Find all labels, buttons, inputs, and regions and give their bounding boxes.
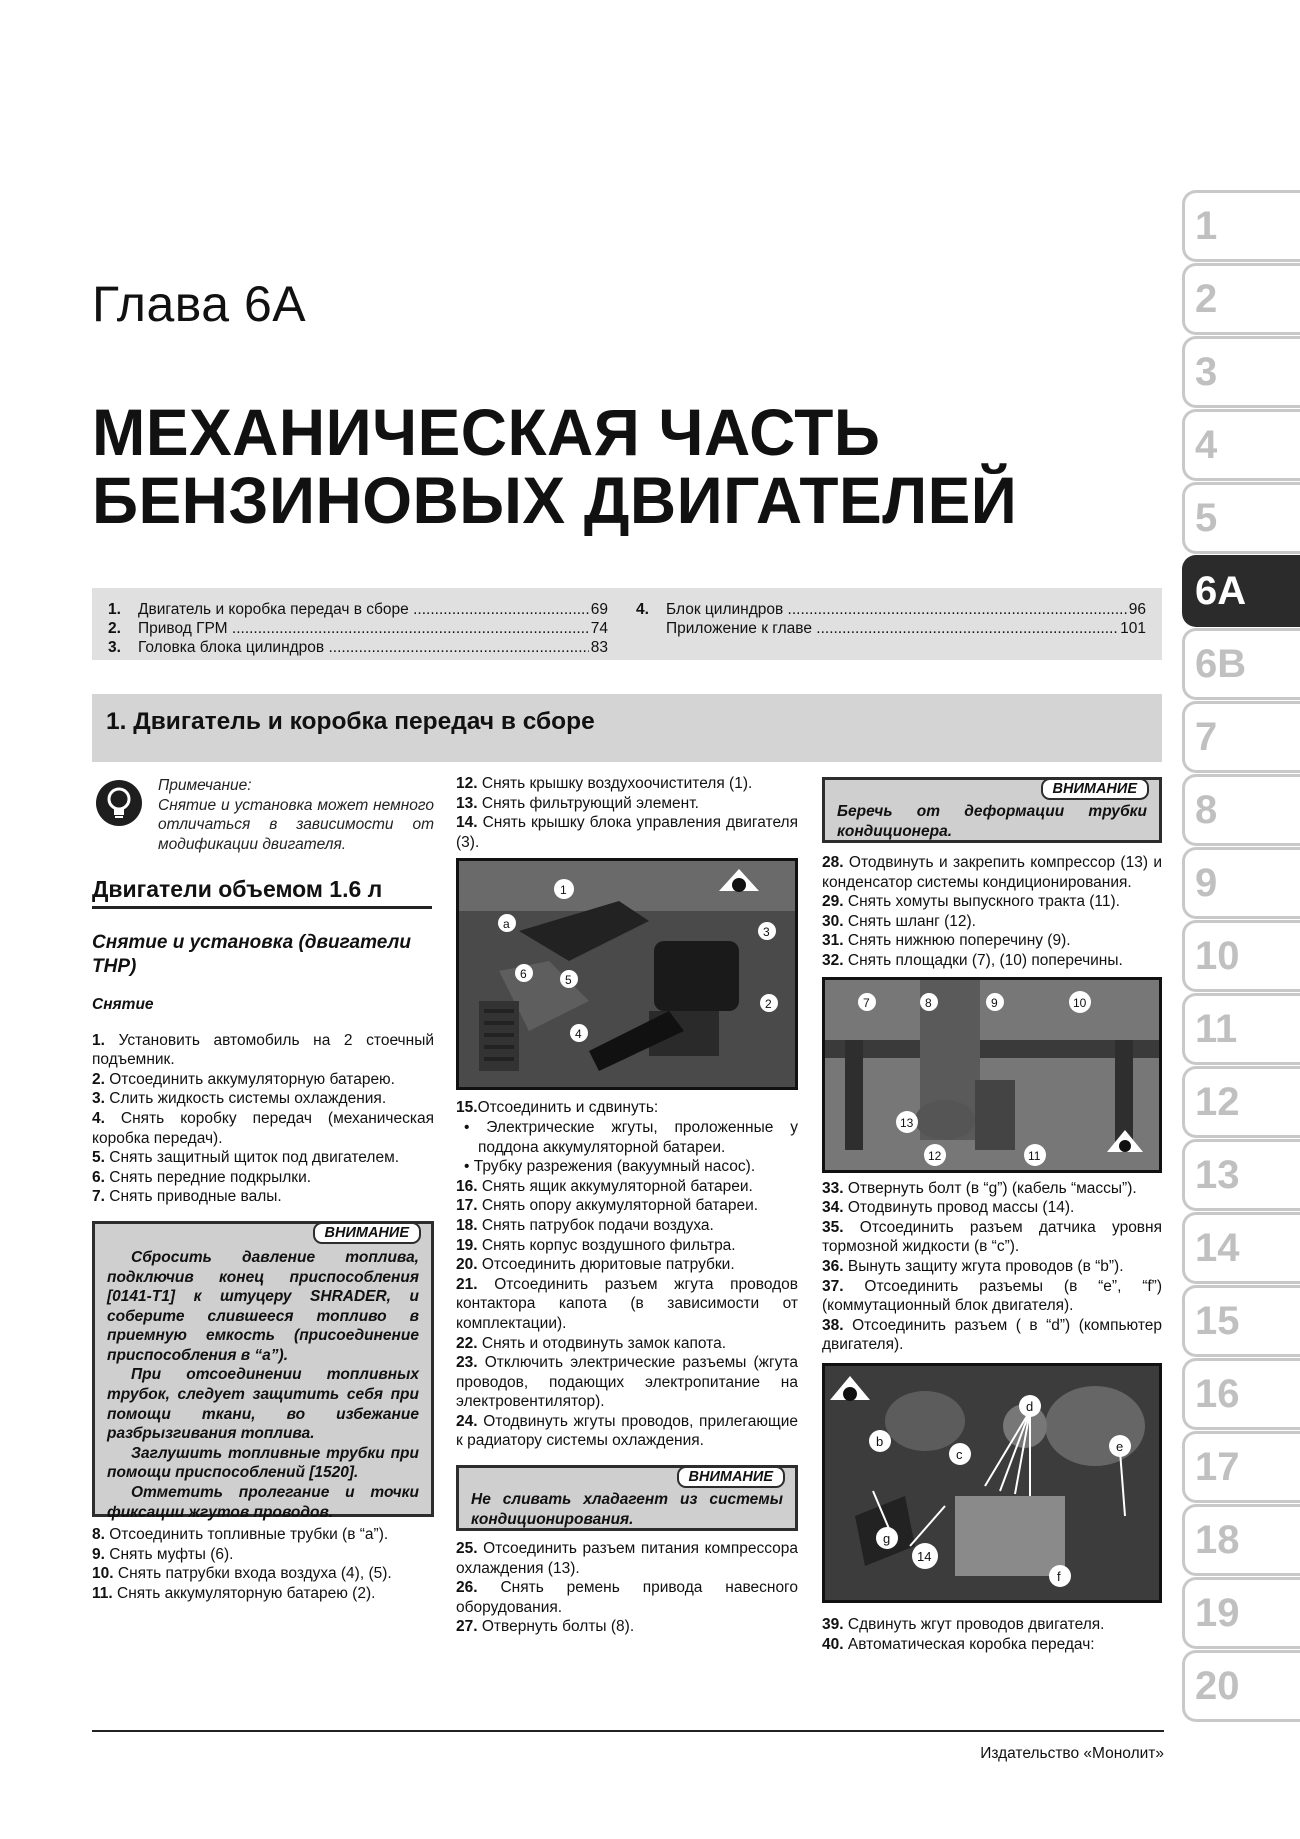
column-3 bbox=[822, 777, 1162, 1654]
list-item bbox=[456, 774, 798, 794]
list-item-text: Снять и отодвинуть замок капота. bbox=[481, 1334, 727, 1352]
toc-page: 101 bbox=[1120, 620, 1146, 637]
list-item-number: 38. bbox=[822, 1316, 844, 1334]
list-item-text: Вынуть защиту жгута проводов (в “b”). bbox=[847, 1257, 1124, 1275]
warning-text: Беречь от деформации трубки кондиционера. bbox=[837, 803, 1147, 840]
list-item bbox=[456, 1196, 798, 1216]
list-item bbox=[822, 1218, 1162, 1257]
toc-num bbox=[636, 620, 666, 640]
page-title bbox=[92, 395, 1018, 537]
list-item-number: 12. bbox=[456, 775, 478, 792]
toc-row[interactable] bbox=[636, 620, 1146, 640]
warning-text: Сбросить давление топлива, подключив конец приспособления [0141-T1] к штуцеру SHRADER, и соберите слившееся топливо в приемную емкость (присоединение приспособления в “a”). bbox=[107, 1248, 419, 1364]
list-item bbox=[456, 1275, 798, 1334]
list-item bbox=[822, 1198, 1162, 1218]
list-item-text: Отодвинуть жгуты проводов, прилегающие к радиатору системы охлаждения. bbox=[456, 1412, 798, 1450]
warning-text: Не сливать хладагент из системы кондиционирования. bbox=[471, 1491, 783, 1528]
list-item-number: 23. bbox=[456, 1354, 478, 1372]
table-of-contents bbox=[92, 588, 1162, 660]
section-heading: 1. Двигатель и коробка передач в сборе bbox=[92, 694, 1162, 762]
list-item-text: Отвернуть болты (8). bbox=[481, 1618, 635, 1636]
list-item bbox=[822, 1277, 1162, 1316]
chapter-tab-11[interactable]: 11 bbox=[1182, 993, 1300, 1065]
list-item-number: 16. bbox=[456, 1177, 478, 1195]
list-item-text: Отсоединить разъем ( в “d”) (компьютер двигателя). bbox=[822, 1316, 1163, 1354]
chapter-tab-16[interactable]: 16 bbox=[1182, 1358, 1300, 1430]
toc-page: 96 bbox=[1128, 601, 1146, 618]
column-2 bbox=[456, 774, 798, 1637]
list-item bbox=[92, 1545, 434, 1565]
list-item bbox=[456, 1353, 798, 1412]
chapter-tab-10[interactable]: 10 bbox=[1182, 920, 1300, 992]
toc-num: 1. bbox=[108, 601, 121, 618]
photo-label: 4 bbox=[575, 1027, 582, 1042]
list-item-text: Снять опору аккумуляторной батареи. bbox=[481, 1197, 759, 1215]
photo-label: 5 bbox=[565, 973, 572, 988]
list-item bbox=[456, 794, 798, 814]
list-item-text: Снять ремень привода навесного оборудования. bbox=[456, 1579, 798, 1616]
photo-label: 10 bbox=[1073, 995, 1087, 1010]
list-item-number: 8. bbox=[92, 1525, 105, 1543]
list-item-number: 17. bbox=[456, 1197, 478, 1215]
column-1 bbox=[92, 776, 434, 1603]
list-item-text: Отключить электрические разъемы (жгута проводов, подающих электропитание на электровентилятор). bbox=[456, 1354, 798, 1411]
list-item-text: Отсоединить разъем питания компрессора охлаждения (13). bbox=[456, 1540, 798, 1577]
list-item bbox=[92, 1525, 434, 1545]
list-item-number: 36. bbox=[822, 1257, 844, 1275]
chapter-tab-6b[interactable]: 6B bbox=[1182, 628, 1300, 700]
chapter-label: Глава 6А bbox=[92, 276, 307, 332]
list-item bbox=[456, 1216, 798, 1236]
list-item-text: Снять площадки (7), (10) поперечины. bbox=[847, 951, 1123, 969]
list-item-number: 13. bbox=[456, 794, 478, 812]
list-item bbox=[822, 912, 1162, 932]
subhead-removal: Снятие и установка (двигатели THP) bbox=[92, 931, 411, 977]
photo-label: 8 bbox=[925, 995, 932, 1010]
list-item-text: Отодвинуть провод массы (14). bbox=[847, 1199, 1075, 1217]
list-item-number: 18. bbox=[456, 1216, 478, 1234]
list-item bbox=[456, 1255, 798, 1275]
list-item-text: Автоматическая коробка передач: bbox=[847, 1635, 1095, 1653]
toc-page: 83 bbox=[590, 639, 608, 656]
chapter-tab-2[interactable]: 2 bbox=[1182, 263, 1300, 335]
chapter-tab-19[interactable]: 19 bbox=[1182, 1577, 1300, 1649]
list-item-text: Отсоединить разъем датчика уровня тормозной жидкости (в “c”). bbox=[822, 1218, 1162, 1256]
list-item bbox=[456, 1578, 798, 1617]
list-item-number: 3. bbox=[92, 1090, 105, 1108]
list-item-number: 28. bbox=[822, 854, 844, 871]
list-item-text: Установить автомобиль на 2 стоечный подъемник. bbox=[92, 1031, 434, 1069]
bullet-item: • Электрические жгуты, проложенные у поддона аккумуляторной батареи. bbox=[464, 1118, 798, 1156]
list-item-number: 5. bbox=[92, 1149, 105, 1167]
photo-label: 1 bbox=[560, 883, 567, 898]
subhead-engine: Двигатели объемом 1.6 л bbox=[92, 880, 432, 909]
warning-text: Отметить пролегание и точки фиксации жгутов проводов. bbox=[107, 1484, 419, 1521]
toc-page: 69 bbox=[590, 601, 608, 618]
list-item bbox=[92, 1089, 434, 1109]
list-item bbox=[456, 1177, 798, 1197]
photo-label: 2 bbox=[765, 997, 772, 1012]
photo-label: 12 bbox=[928, 1148, 942, 1163]
list-item-text: Снять нижнюю поперечину (9). bbox=[847, 932, 1071, 950]
note-text: Снятие и установка может немного отличаться в зависимости от модификации двигателя. bbox=[158, 796, 434, 853]
list-item bbox=[456, 1334, 798, 1354]
chapter-tabs bbox=[1182, 190, 1300, 1723]
subhead-snyatie: Снятие bbox=[92, 995, 154, 1013]
list-item-number: 14. bbox=[456, 814, 478, 832]
list-item-number: 24. bbox=[456, 1412, 478, 1430]
list-item: 15.Отсоединить и сдвинуть: bbox=[456, 1099, 659, 1117]
list-item-number: 4. bbox=[92, 1109, 105, 1127]
toc-row[interactable] bbox=[108, 601, 608, 621]
list-item-number: 26. bbox=[456, 1579, 478, 1597]
list-item bbox=[822, 931, 1162, 951]
toc-text: Привод ГРМ ..... bbox=[138, 620, 589, 640]
photo-label: 9 bbox=[991, 995, 998, 1010]
warning-tag: ВНИМАНИЕ bbox=[677, 1466, 786, 1488]
footer-rule bbox=[92, 1730, 1164, 1732]
list-item-text: Снять корпус воздушного фильтра. bbox=[481, 1236, 736, 1254]
photo-label: b bbox=[876, 1433, 884, 1449]
note-block bbox=[92, 776, 434, 854]
list-item-number: 10. bbox=[92, 1565, 114, 1583]
list-item-text: Снять муфты (6). bbox=[109, 1545, 234, 1563]
list-item-number: 39. bbox=[822, 1615, 844, 1633]
publisher-footer: Издательство «Монолит» bbox=[980, 1745, 1164, 1762]
list-item-text: Отсоединить аккумуляторную батарею. bbox=[109, 1070, 395, 1088]
photo-label: 13 bbox=[900, 1115, 914, 1130]
toc-num: 4. bbox=[636, 601, 649, 618]
list-item bbox=[456, 1617, 798, 1637]
warning-text: При отсоединении топливных трубок, следует защитить себя при помощи ткани, во избежание разбрызгивания топлива. bbox=[107, 1366, 419, 1443]
list-item-number: 27. bbox=[456, 1618, 478, 1636]
photo-label: e bbox=[1116, 1438, 1124, 1454]
list-item-text: Снять коробку передач (механическая коробка передач). bbox=[92, 1109, 434, 1147]
list-item-number: 2. bbox=[92, 1070, 105, 1088]
chapter-tab-4[interactable]: 4 bbox=[1182, 409, 1300, 481]
list-item-number: 21. bbox=[456, 1275, 478, 1293]
title-line-2: БЕНЗИНОВЫХ ДВИГАТЕЛЕЙ bbox=[92, 463, 1018, 537]
toc-num: 2. bbox=[108, 620, 121, 637]
list-item bbox=[822, 1179, 1162, 1199]
list-item-number: 37. bbox=[822, 1277, 844, 1295]
chapter-tab-9[interactable]: 9 bbox=[1182, 847, 1300, 919]
photo-label: 3 bbox=[763, 925, 770, 940]
warning-box bbox=[92, 1221, 434, 1521]
list-item-number: 31. bbox=[822, 932, 844, 950]
list-item bbox=[92, 1070, 434, 1090]
list-item bbox=[456, 1539, 798, 1578]
list-item-number: 30. bbox=[822, 912, 844, 930]
chapter-tab-1[interactable]: 1 bbox=[1182, 190, 1300, 262]
list-item-number: 34. bbox=[822, 1199, 844, 1217]
toc-text: Головка блока цилиндров ..... bbox=[138, 639, 589, 659]
list-item-text: Слить жидкость системы охлаждения. bbox=[109, 1090, 387, 1108]
list-item-number: 19. bbox=[456, 1236, 478, 1254]
list-item-text: Снять хомуты выпускного тракта (11). bbox=[847, 893, 1120, 911]
chapter-tab-3[interactable]: 3 bbox=[1182, 336, 1300, 408]
list-item bbox=[92, 1168, 434, 1188]
list-item-text: Снять аккумуляторную батарею (2). bbox=[117, 1584, 376, 1602]
list-item-text: Отвернуть болт (в “g”) (кабель “массы”). bbox=[847, 1179, 1137, 1197]
list-item-text: Снять шланг (12). bbox=[847, 912, 976, 930]
chapter-tab-20[interactable]: 20 bbox=[1182, 1650, 1300, 1722]
photo-label: g bbox=[883, 1530, 891, 1546]
list-item-text: Снять крышку блока управления двигателя (3). bbox=[456, 814, 798, 851]
photo-label: 6 bbox=[520, 967, 527, 982]
list-item-number: 11. bbox=[92, 1584, 113, 1602]
note-label: Примечание: bbox=[158, 777, 252, 794]
list-item-number: 25. bbox=[456, 1540, 478, 1558]
list-item bbox=[456, 813, 798, 852]
list-item-text: Снять защитный щиток под двигателем. bbox=[109, 1149, 400, 1167]
list-item bbox=[92, 1584, 434, 1604]
list-item bbox=[92, 1031, 434, 1070]
chapter-tab-13[interactable]: 13 bbox=[1182, 1139, 1300, 1211]
list-item-number: 7. bbox=[92, 1188, 105, 1206]
chapter-tab-7[interactable]: 7 bbox=[1182, 701, 1300, 773]
list-item bbox=[92, 1187, 434, 1207]
chapter-tab-17[interactable]: 17 bbox=[1182, 1431, 1300, 1503]
chapter-tab-5[interactable]: 5 bbox=[1182, 482, 1300, 554]
list-item-number: 20. bbox=[456, 1256, 478, 1274]
list-item-number: 29. bbox=[822, 893, 844, 911]
list-item-number: 9. bbox=[92, 1545, 105, 1563]
photo-label: c bbox=[956, 1446, 963, 1462]
toc-page: 74 bbox=[590, 620, 608, 637]
list-item-text: Отсоединить разъем жгута проводов контактора капота (в зависимости от комплектации). bbox=[456, 1275, 798, 1332]
list-item-number: 22. bbox=[456, 1334, 478, 1352]
title-line-1: МЕХАНИЧЕСКАЯ ЧАСТЬ bbox=[92, 395, 881, 469]
list-item bbox=[456, 1236, 798, 1256]
photo-label: a bbox=[503, 917, 510, 932]
list-item bbox=[822, 1257, 1162, 1277]
list-item-text: Отодвинуть и закрепить компрессор (13) и конденсатор системы кондиционирования. bbox=[822, 854, 1162, 891]
list-item-number: 32. bbox=[822, 951, 844, 969]
list-item bbox=[92, 1564, 434, 1584]
photo-label: d bbox=[1026, 1398, 1034, 1414]
lightbulb-icon bbox=[94, 778, 144, 828]
warning-text: Заглушить топливные трубки при помощи приспособлений [1520]. bbox=[107, 1444, 419, 1482]
photo-label: 7 bbox=[863, 995, 870, 1010]
list-item-text: Сдвинуть жгут проводов двигателя. bbox=[847, 1615, 1105, 1633]
photo-label: f bbox=[1057, 1568, 1061, 1584]
list-item-text: Снять фильтрующий элемент. bbox=[481, 794, 699, 812]
chapter-tab-18[interactable]: 18 bbox=[1182, 1504, 1300, 1576]
list-item-text: Снять патрубок подачи воздуха. bbox=[481, 1216, 714, 1234]
list-item bbox=[822, 853, 1162, 892]
bullet-item: • Трубку разрежения (вакуумный насос). bbox=[464, 1158, 756, 1176]
chapter-tab-15[interactable]: 15 bbox=[1182, 1285, 1300, 1357]
photo-label: 14 bbox=[917, 1548, 932, 1564]
list-item-text: Снять крышку воздухоочистителя (1). bbox=[481, 775, 753, 792]
toc-text: Блок цилиндров ..... bbox=[666, 601, 1127, 621]
toc-row[interactable] bbox=[108, 620, 608, 640]
list-item-text: Отсоединить топливные трубки (в “a”). bbox=[109, 1525, 389, 1543]
list-item bbox=[92, 1148, 434, 1168]
list-item-text: Отсоединить разъемы (в “e”, “f”) (коммутационный блок двигателя). bbox=[822, 1277, 1162, 1315]
list-item-number: 6. bbox=[92, 1168, 105, 1186]
toc-row[interactable] bbox=[636, 601, 1146, 621]
chapter-tab-8[interactable]: 8 bbox=[1182, 774, 1300, 846]
list-item-text: Отсоединить дюритовые патрубки. bbox=[481, 1256, 735, 1274]
toc-text: Приложение к главе ..... bbox=[666, 620, 1118, 640]
engine-photo-1 bbox=[456, 858, 798, 1090]
list-item-text: Снять патрубки входа воздуха (4), (5). bbox=[117, 1565, 392, 1583]
chapter-tab-6a[interactable]: 6A bbox=[1182, 555, 1300, 627]
warning-tag: ВНИМАНИЕ bbox=[313, 1222, 422, 1244]
warning-tag: ВНИМАНИЕ bbox=[1041, 778, 1150, 800]
list-item-number: 1. bbox=[92, 1031, 105, 1049]
chapter-tab-12[interactable]: 12 bbox=[1182, 1066, 1300, 1138]
list-item-number: 35. bbox=[822, 1218, 844, 1236]
photo-label: 11 bbox=[1028, 1148, 1041, 1163]
list-item bbox=[822, 1635, 1162, 1655]
engine-photo-3 bbox=[822, 1363, 1162, 1603]
toc-row[interactable] bbox=[108, 639, 608, 659]
list-item bbox=[822, 1615, 1162, 1635]
list-item-number: 33. bbox=[822, 1179, 844, 1197]
warning-box bbox=[456, 1465, 798, 1531]
toc-text: Двигатель и коробка передач в сборе ..... bbox=[138, 601, 589, 621]
list-item-number: 40. bbox=[822, 1635, 844, 1653]
list-item-text: Снять приводные валы. bbox=[109, 1188, 282, 1206]
list-item bbox=[456, 1412, 798, 1451]
engine-photo-2 bbox=[822, 977, 1162, 1173]
chapter-tab-14[interactable]: 14 bbox=[1182, 1212, 1300, 1284]
list-item-text: Снять передние подкрылки. bbox=[109, 1168, 312, 1186]
list-item bbox=[822, 951, 1162, 971]
list-item bbox=[92, 1109, 434, 1148]
toc-num: 3. bbox=[108, 639, 121, 656]
list-item bbox=[822, 1316, 1162, 1355]
list-item-text: Снять ящик аккумуляторной батареи. bbox=[481, 1177, 753, 1195]
warning-box bbox=[822, 777, 1162, 843]
list-item bbox=[822, 892, 1162, 912]
